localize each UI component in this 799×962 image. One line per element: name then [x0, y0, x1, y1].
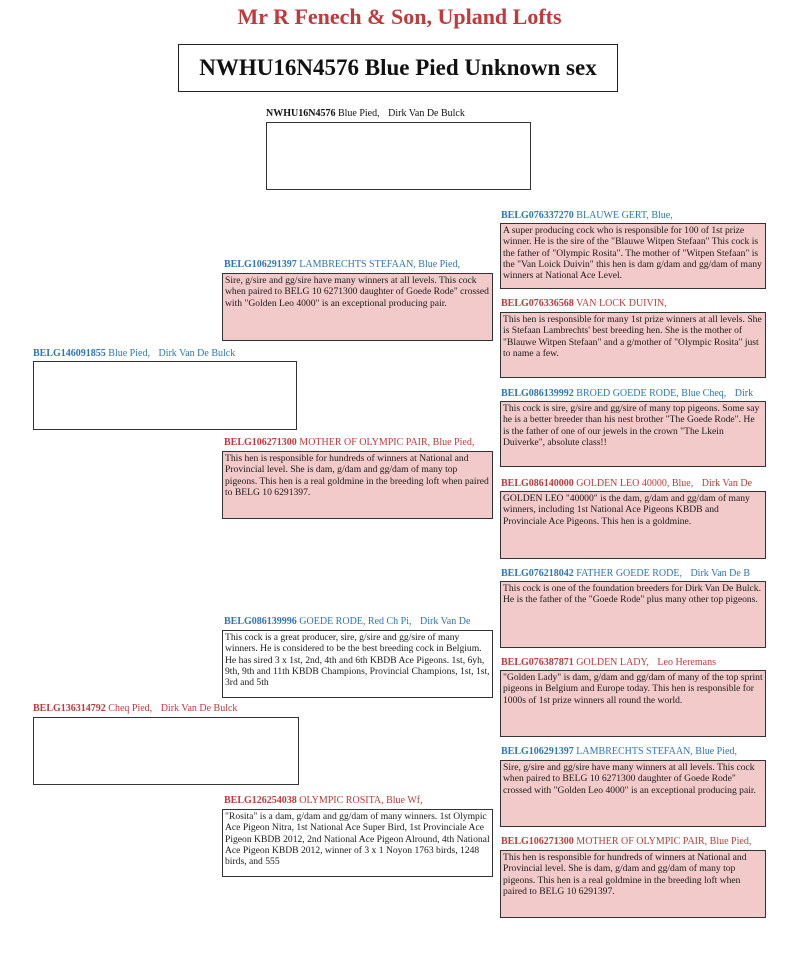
ggp-8-name: MOTHER OF OLYMPIC PAIR, Blue Pied, [576, 836, 752, 847]
ggp-8-box: This hen is responsible for hundreds of winners at National and Provincial level. She is dam, g/dam and gg/dam of many top pigeons. This hen is a real goldmine in the breeding loft when paired to BELG 10 6291397. [500, 850, 766, 918]
dam-dam-name: OLYMPIC ROSITA, Blue Wf, [299, 795, 423, 806]
subject-header [266, 108, 556, 120]
sire-sire-header [224, 259, 492, 271]
sire-dam-header [224, 437, 498, 449]
ggp-3-header [501, 388, 777, 400]
sire-breeder: Dirk Van De Bulck [158, 348, 236, 359]
ggp-6-ring: BELG076387871 [501, 657, 574, 668]
dam-box [33, 717, 299, 785]
ggp-4-ring: BELG086140000 [501, 478, 574, 489]
sire-colour: Blue Pied, [108, 348, 150, 359]
ggp-1-ring: BELG076337270 [501, 210, 574, 221]
ggp-7-name: LAMBRECHTS STEFAAN, Blue Pied, [576, 746, 737, 757]
ggp-3-breeder: Dirk [734, 388, 754, 399]
ggp-5-ring: BELG076218042 [501, 568, 574, 579]
ggp-2-header [501, 298, 766, 310]
ggp-7-header [501, 746, 777, 758]
sire-sire-name: LAMBRECHTS STEFAAN, Blue Pied, [299, 259, 460, 270]
subject-box [266, 122, 531, 190]
dam-sire-box: This cock is a great producer, sire, g/sire and gg/sire of many winners. He is considered to be the best breeding cock in Belgium. He has sired 3 x 1st, 2nd, 4th and 6th KBDB Ace Pigeons. 1st, 6yh, 9th, 9th and 11th KBDB Champions, Provincial Champions, 1st, 1st, 3rd and 5th [222, 630, 493, 698]
dam-dam-header [224, 795, 496, 807]
ggp-4-breeder: Dirk Van De [701, 478, 753, 489]
sire-box [33, 361, 297, 430]
sire-ring: BELG146091855 [33, 348, 106, 359]
dam-sire-header [224, 616, 496, 628]
ggp-7-ring: BELG106291397 [501, 746, 574, 757]
ggp-5-name: FATHER GOEDE RODE, [576, 568, 682, 579]
ggp-3-name: BROED GOEDE RODE, Blue Cheq, [576, 388, 727, 399]
sire-sire-ring: BELG106291397 [224, 259, 297, 270]
page-title: Mr R Fenech & Son, Upland Lofts [237, 4, 562, 29]
dam-dam-ring: BELG126254038 [224, 795, 297, 806]
ggp-3-box: This cock is sire, g/sire and gg/sire of many top pigeons. Some say he is a better breeder than his nest brother "The Goede Rode". He is the father of one of our jewels in the crown "The Lkein Duiverke", absolute class!! [500, 401, 766, 467]
dam-ring: BELG136314792 [33, 703, 106, 714]
sire-dam-ring: BELG106271300 [224, 437, 297, 448]
ggp-6-header [501, 657, 777, 669]
ggp-4-header [501, 478, 777, 490]
ggp-3-ring: BELG086139992 [501, 388, 574, 399]
ggp-8-header [501, 836, 779, 848]
ggp-2-name: VAN LOCK DUIVIN, [576, 298, 667, 309]
dam-colour: Cheq Pied, [108, 703, 153, 714]
subject-colour: Blue Pied, [337, 108, 380, 119]
dam-sire-breeder: Dirk Van De [420, 616, 471, 627]
ggp-4-box: GOLDEN LEO "40000" is the dam, g/dam and gg/dam of many winners, including 1st National Ace Pigeons KBDB and Provinciale Ace Pigeons. This hen is a goldmine. [500, 491, 766, 559]
ggp-4-name: GOLDEN LEO 40000, Blue, [576, 478, 694, 489]
subject-breeder: Dirk Van De Bulck [388, 108, 465, 119]
ggp-5-header [501, 568, 779, 580]
sire-dam-name: MOTHER OF OLYMPIC PAIR, Blue Pied, [299, 437, 475, 448]
ggp-6-name: GOLDEN LADY, [576, 657, 649, 668]
ggp-5-breeder: Dirk Van De B [690, 568, 750, 579]
dam-sire-ring: BELG086139996 [224, 616, 297, 627]
ggp-5-box: This cock is one of the foundation breeders for Dirk Van De Bulck. He is the father of the "Goede Rode" plus many other top pigeons. [500, 581, 766, 648]
bird-heading: NWHU16N4576 Blue Pied Unknown sex [178, 44, 618, 92]
sire-header [33, 348, 303, 360]
ggp-1-name: BLAUWE GERT, Blue, [576, 210, 673, 221]
ggp-6-box: "Golden Lady" is dam, g/dam and gg/dam of many of the top sprint pigeons in Belgium and Europe today. This hen is responsible for 1000s of 1st prize winners all round the world. [500, 670, 766, 737]
sire-sire-box: Sire, g/sire and gg/sire have many winners at all levels. This cock when paired to BELG 10 6271300 daughter of Goede Rode" crossed with "Golden Leo 4000" is an exceptional producing pair. [222, 273, 493, 341]
sire-dam-box: This hen is responsible for hundreds of winners at National and Provincial level. She is dam, g/dam and gg/dam of many top pigeons. This hen is a real goldmine in the breeding loft when paired to BELG 10 6291397. [222, 451, 493, 519]
dam-dam-box: "Rosita" is a dam, g/dam and gg/dam of many winners. 1st Olympic Ace Pigeon Nitra, 1st National Ace Super Bird, 1st Provinciale Ace Pigeon KBDB 2012, 2nd National Ace Pigeon Alround, 4th National Ace Pigeon KBDB 2012, winner of 3 x 1 Noyon 1763 birds, 1248 birds, and 555 [222, 809, 493, 877]
subject-ring: NWHU16N4576 [266, 108, 336, 119]
dam-sire-name: GOEDE RODE, Red Ch Pi, [299, 616, 412, 627]
ggp-2-box: This hen is responsible for many 1st prize winners at all levels. She is Stefaan Lambrechts' best breeding hen. She is the mother of "Blauwe Witpen Stefaan" and a g/mother of "Olympic Rosita" just to name a few. [500, 312, 766, 378]
ggp-2-ring: BELG076336568 [501, 298, 574, 309]
ggp-8-ring: BELG106271300 [501, 836, 574, 847]
ggp-6-breeder: Leo Heremans [657, 657, 716, 668]
ggp-1-box: A super producing cock who is responsible for 100 of 1st prize winner. He is the sire of the "Blauwe Witpen Stefaan" This cock is the father of "Olympic Rosita". The mother of "Witpen Stefaan" is the "Van Loick Duivin" this hen is dam g/dam and gg/dam of many winners at National Ace Level. [500, 223, 766, 289]
ggp-1-header [501, 210, 766, 222]
ggp-7-box: Sire, g/sire and gg/sire have many winners at all levels. This cock when paired to BELG 10 6271300 daughter of Goede Rode" crossed with "Golden Leo 4000" is an exceptional producing pair. [500, 760, 766, 827]
dam-breeder: Dirk Van De Bulck [160, 703, 238, 714]
dam-header [33, 703, 303, 715]
